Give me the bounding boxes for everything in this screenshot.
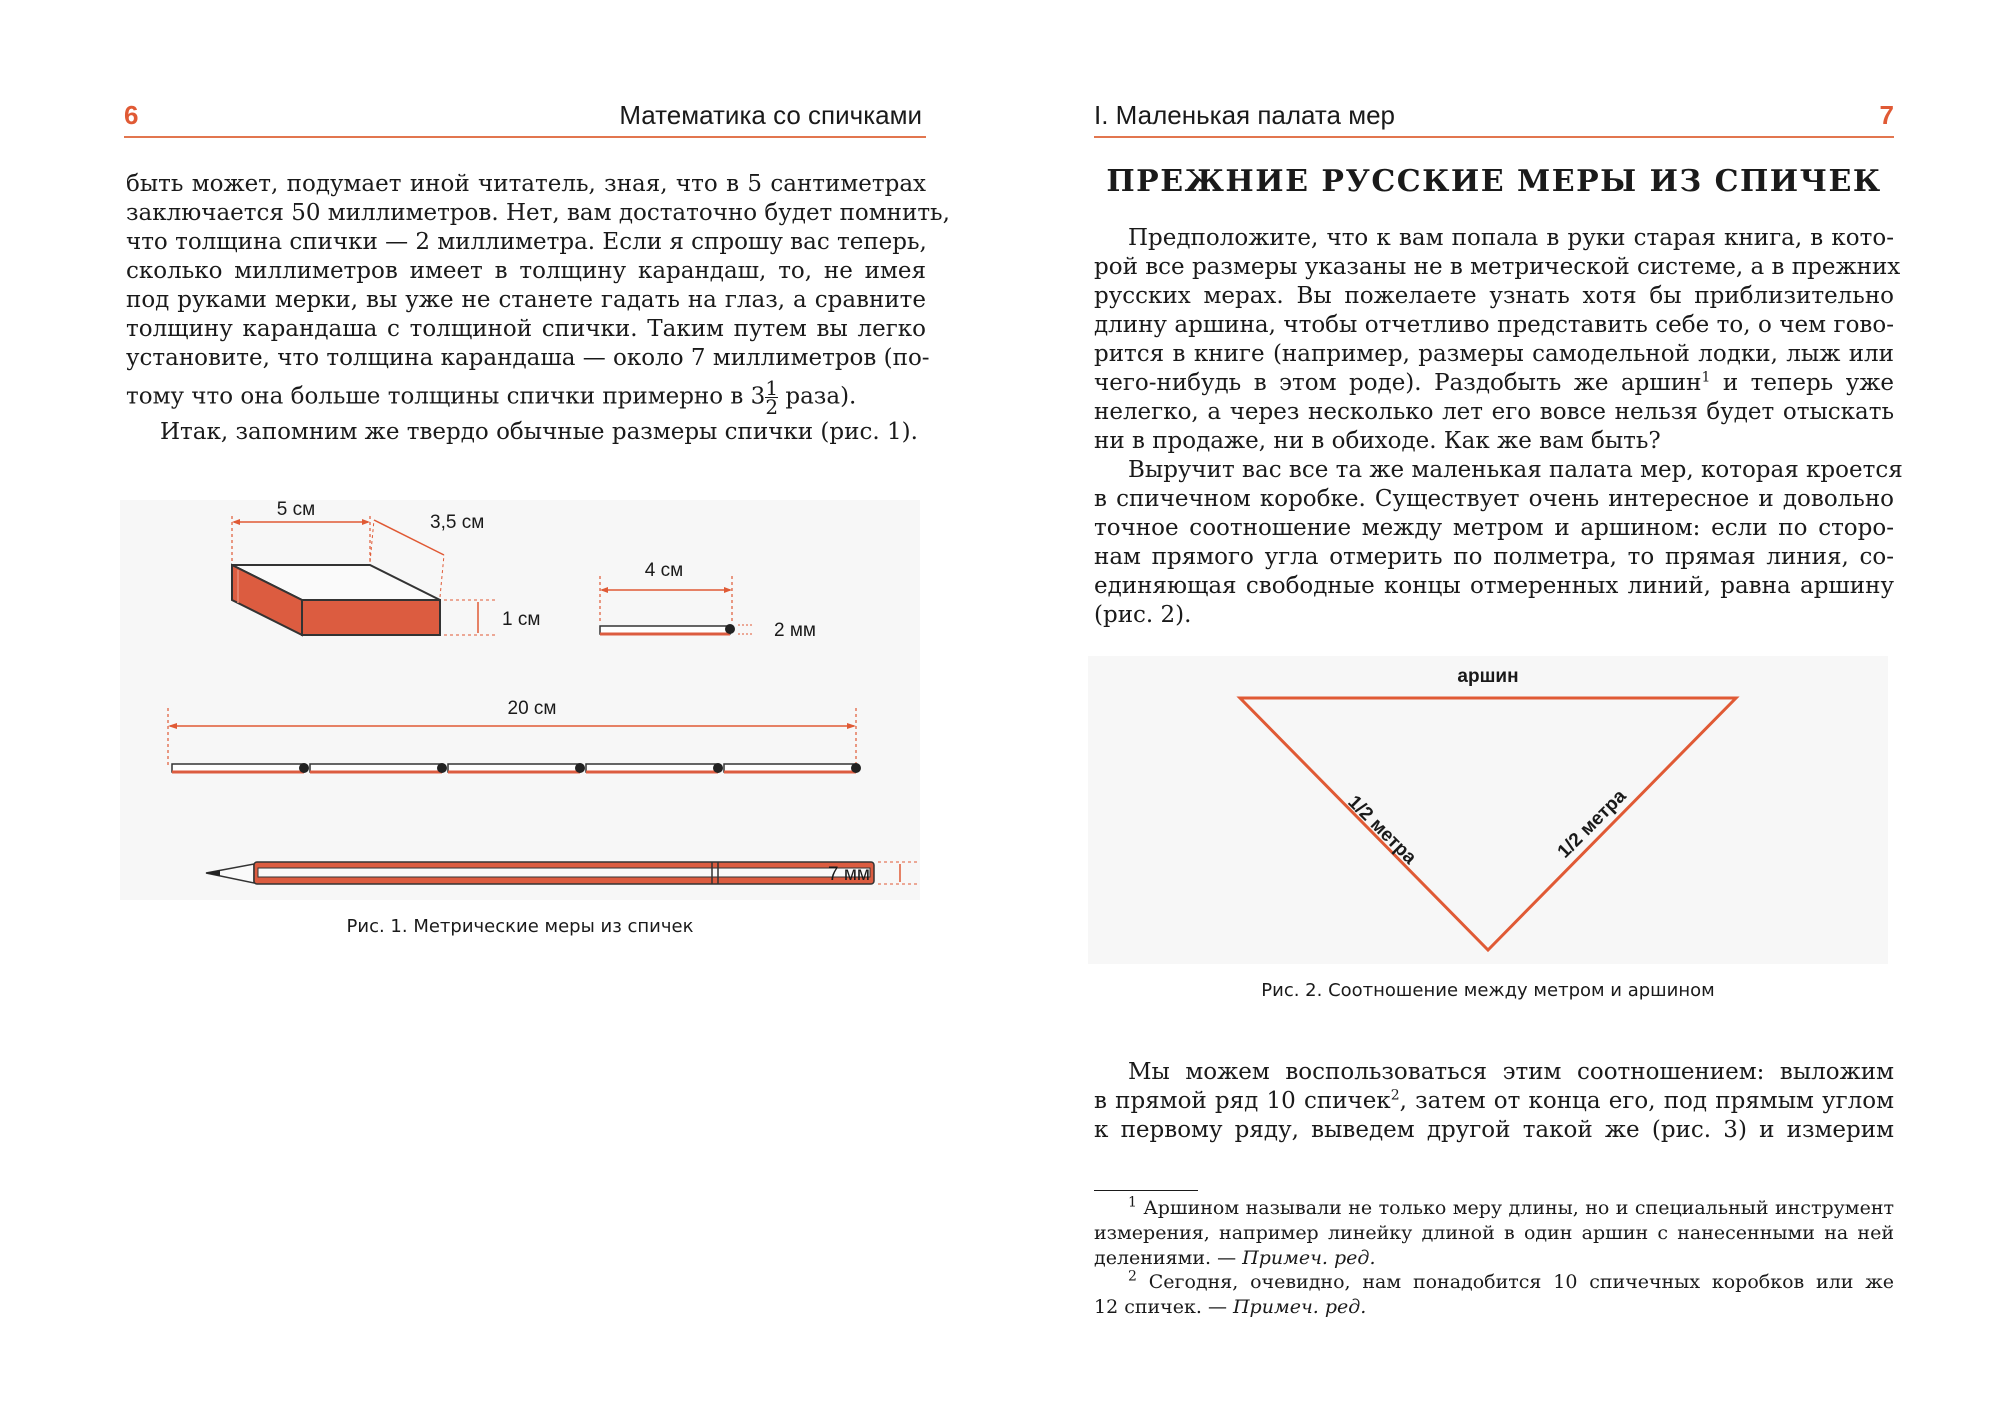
footnote-text: 12 спичек. — xyxy=(1094,1296,1233,1318)
row-match xyxy=(448,763,585,773)
text-line: рится в книге (например, размеры самодельной лодки, лыж или xyxy=(1094,341,1894,367)
row-match xyxy=(586,763,723,773)
text-line: установите, что толщина карандаша — около 7 миллиметров (по- xyxy=(126,345,930,371)
text-segment: в прямой ряд 10 спичек xyxy=(1094,1088,1391,1114)
chapter-title: I. Маленькая палата мер xyxy=(1094,100,1396,130)
footnote-separator xyxy=(1094,1190,1198,1191)
figure-2-drawing xyxy=(1088,656,1888,964)
left-paragraph-1 xyxy=(126,170,950,419)
text-line: русских мерах. Вы пожелаете узнать хотя бы приблизительно xyxy=(1094,283,1894,309)
figure-2-caption: Рис. 2. Соотношение между метром и аршином xyxy=(1261,980,1715,1001)
arrowhead xyxy=(847,723,856,729)
box-width-label: 3,5 см xyxy=(430,512,485,533)
match-head xyxy=(299,763,309,773)
arrowhead xyxy=(362,519,370,525)
fraction xyxy=(765,376,779,419)
text-line: к первому ряду, выведем другой такой же (рис. 3) и измерим xyxy=(1094,1117,1894,1143)
row-match xyxy=(724,763,861,773)
match-head xyxy=(851,763,861,773)
match-head xyxy=(713,763,723,773)
text-line: (рис. 2). xyxy=(1094,602,1192,628)
match-length-label: 4 см xyxy=(644,560,684,581)
arrowhead xyxy=(232,519,240,525)
text-line: Предположите, что к вам попала в руки старая книга, в кото- xyxy=(1128,225,1894,251)
text-line: точное соотношение между метром и аршином: если по сторо- xyxy=(1094,515,1894,541)
text-line: нам прямого угла отмерить по полметра, то прямая линия, со- xyxy=(1094,544,1894,570)
half-meter-right-label: 1/2 метра xyxy=(1553,785,1631,863)
arrowhead xyxy=(724,587,732,593)
matchbox xyxy=(232,565,440,635)
footnote-line: измерения, например линейку длиной в один аршин с нанесенными на ней xyxy=(1094,1222,1894,1244)
figure-2 xyxy=(1088,656,1888,964)
half-meter-left-label: 1/2 метра xyxy=(1343,791,1421,869)
footnote-text: Сегодня, очевидно, нам понадобится 10 спичечных коробков или же xyxy=(1148,1271,1894,1293)
footnote-line xyxy=(1094,1295,1894,1320)
footnote-number: 1 xyxy=(1128,1194,1137,1211)
row-length-label: 20 см xyxy=(507,698,557,719)
section-heading: ПРЕЖНИЕ РУССКИЕ МЕРЫ ИЗ СПИЧЕК xyxy=(1106,164,1882,199)
match-head xyxy=(575,763,585,773)
arrowhead xyxy=(168,723,177,729)
footnote-number: 2 xyxy=(1128,1268,1137,1285)
dimension-guide xyxy=(370,520,374,562)
match-head xyxy=(437,763,447,773)
footnote-line xyxy=(1094,1246,1894,1271)
text-line: ни в продаже, ни в обиходе. Как же вам быть? xyxy=(1094,428,1661,454)
text-line-with-fraction xyxy=(126,376,926,419)
matchbox-front xyxy=(302,600,440,635)
footnote-1 xyxy=(1094,1196,1894,1271)
right-paragraph-2 xyxy=(1094,456,1903,630)
pencil-thickness-label: 7 мм xyxy=(828,864,870,885)
figure-1-caption: Рис. 1. Метрические меры из спичек xyxy=(346,916,694,937)
running-title: Математика со спичками xyxy=(619,100,922,130)
single-match xyxy=(600,624,735,634)
page-number: 7 xyxy=(1879,100,1894,130)
left-page-header xyxy=(124,100,926,138)
match-thickness-label: 2 мм xyxy=(774,620,816,641)
text-segment: чего-нибудь в этом роде). Раздобыть же аршин xyxy=(1094,370,1702,396)
box-length-label: 5 см xyxy=(276,500,316,520)
text-line: заключается 50 миллиметров. Нет, вам достаточно будет помнить, xyxy=(126,200,950,226)
text-line: в спичечном коробке. Существует очень интересное и довольно xyxy=(1094,486,1894,512)
arshin-triangle xyxy=(1240,698,1736,950)
box-height-dimension xyxy=(444,600,496,635)
text-line: рой все размеры указаны не в метрической системе, а в прежних xyxy=(1094,254,1901,280)
text-line: длину аршина, чтобы отчетливо представить себе то, о чем гово- xyxy=(1094,312,1894,338)
right-paragraph-3 xyxy=(1094,1058,1894,1145)
text-line: Мы можем воспользоваться этим соотношением: выложим xyxy=(1128,1059,1894,1085)
row-match xyxy=(172,763,309,773)
right-page xyxy=(1000,0,2000,1428)
footnote-ref-2[interactable]: 2 xyxy=(1390,1087,1400,1104)
box-length-dimension xyxy=(232,516,370,562)
text-line-with-footnote xyxy=(1094,1087,1894,1116)
text-line: что толщина спички — 2 миллиметра. Если я спрошу вас теперь, xyxy=(126,229,927,255)
footnote-line xyxy=(1094,1270,1894,1295)
arrowhead xyxy=(600,587,608,593)
right-page-header xyxy=(1094,100,1894,138)
footnote-text: Аршином называли не только меру длины, но и специальный инструмент xyxy=(1143,1197,1894,1219)
text-segment: тому что она больше толщины спички примерно в 3 xyxy=(126,383,766,410)
text-line: толщину карандаша с толщиной спички. Таким путем вы легко xyxy=(126,316,926,342)
page-number: 6 xyxy=(124,100,139,130)
figure-1-drawing xyxy=(120,500,920,900)
text-line-with-footnote xyxy=(1094,369,1894,398)
pencil xyxy=(206,862,874,884)
pencil-stripe xyxy=(258,868,870,877)
row-match xyxy=(310,763,447,773)
footnote-2 xyxy=(1094,1270,1894,1320)
footnote-ref-1[interactable]: 1 xyxy=(1701,369,1711,386)
pencil-thickness-dimension xyxy=(878,862,920,884)
left-paragraph-2: Итак, запомним же твердо обычные размеры спички (рис. 1). xyxy=(160,419,918,445)
text-line: единяющая свободные концы отмеренных линий, равна аршину xyxy=(1094,573,1894,599)
text-line: под руками мерки, вы уже не станете гадать на глаз, а сравните xyxy=(126,287,926,313)
arshin-label: аршин xyxy=(1457,666,1519,687)
text-line: быть может, подумает иной читатель, зная, что в 5 сантиметрах xyxy=(126,171,926,197)
box-height-label: 1 см xyxy=(502,609,541,630)
text-line: Выручит вас все та же маленькая палата мер, которая кроется xyxy=(1128,457,1903,483)
text-segment: , затем от конца его, под прямым углом xyxy=(1399,1088,1894,1114)
dimension-guide xyxy=(440,555,444,597)
text-segment: и теперь уже xyxy=(1710,370,1894,396)
text-segment: раза). xyxy=(778,383,857,410)
match-row xyxy=(172,763,861,773)
match-head xyxy=(725,624,735,634)
footnote-line xyxy=(1094,1196,1894,1221)
right-paragraph-1 xyxy=(1094,224,1901,456)
text-line: сколько миллиметров имеет в толщину карандаш, то, не имея xyxy=(126,258,926,284)
editor-note: Примеч. ред. xyxy=(1242,1247,1376,1269)
fraction-numerator: 1 xyxy=(765,376,779,400)
footnote-text: делениями. — xyxy=(1094,1247,1243,1269)
text-line: нелегко, а через несколько лет его вовсе нельзя будет отыскать xyxy=(1094,399,1894,425)
editor-note: Примеч. ред. xyxy=(1232,1296,1367,1318)
fraction-denominator: 2 xyxy=(765,395,779,419)
figure-1 xyxy=(120,500,920,900)
